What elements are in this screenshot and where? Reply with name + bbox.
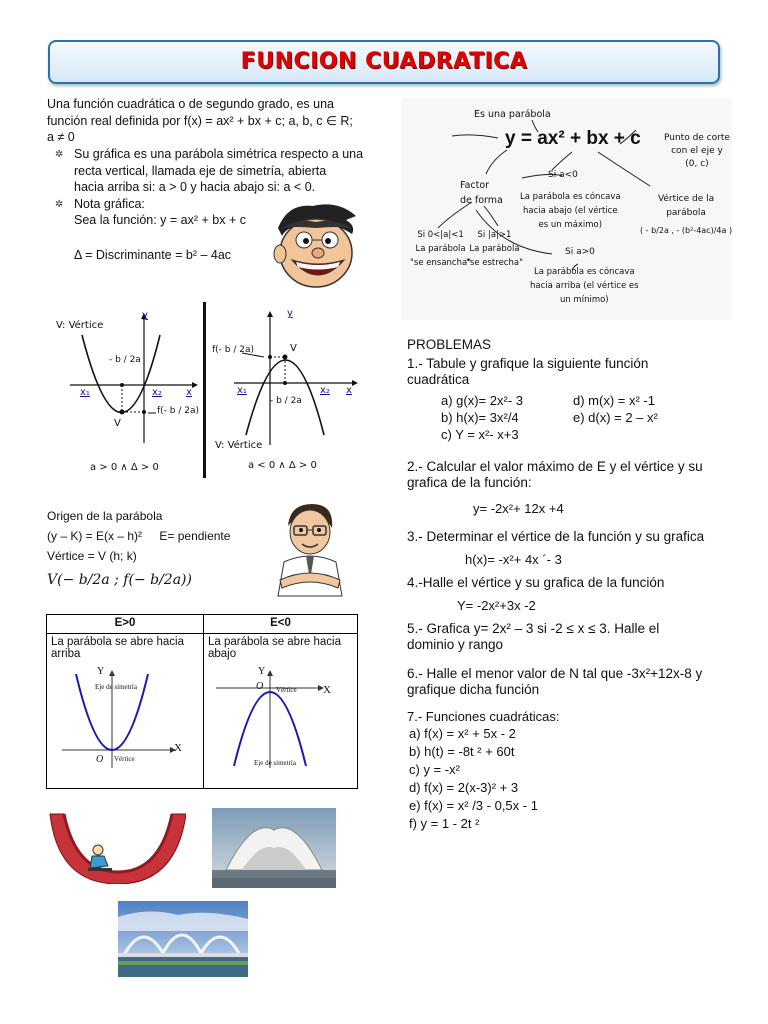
bullet-icon: ✲ <box>55 198 64 210</box>
problems-heading: PROBLEMAS <box>407 337 492 352</box>
bullet-line: Sea la función: y = ax² + bx + c <box>74 213 246 227</box>
mindmap-node-line: hacia abajo (el vértice <box>522 206 618 216</box>
option-item: b) h(x)= 3x²/4 <box>441 410 519 425</box>
table-header: E<0 <box>204 615 358 634</box>
mindmap-node-line: parábola <box>666 208 706 218</box>
mindmap-node <box>530 265 639 307</box>
function-item: d) f(x) = 2(x-3)² + 3 <box>409 780 519 795</box>
mindmap-node <box>466 228 523 270</box>
problem-2-equation: y= -2x²+ 12x +4 <box>473 501 564 516</box>
mindmap-node-line: Punto de corte <box>664 133 730 143</box>
problem-4-equation: Y= -2x²+3x -2 <box>457 598 536 613</box>
problem-7-list <box>407 725 742 833</box>
curved-building-photo <box>212 808 336 888</box>
root-x1-label: x₁ <box>237 385 247 396</box>
problem-2-cont: grafica de la función: <box>407 475 532 490</box>
problem-5-cont: dominio y rango <box>407 637 504 652</box>
problem-3-equation: h(x)= -x²+ 4x ´- 3 <box>465 552 562 567</box>
mindmap-node-line: de forma <box>460 195 503 206</box>
root-x2-label: x₂ <box>320 385 330 396</box>
mindmap-node-line: un mínimo) <box>559 295 609 305</box>
problems-section <box>407 337 742 833</box>
skate-ramp-image <box>48 812 186 884</box>
mindmap-node-line: Vértice de la <box>657 194 715 204</box>
diagram-y-label: Y <box>97 666 105 677</box>
option-item: a) g(x)= 2x²- 3 <box>441 393 523 408</box>
bullet-line: Su gráfica es una parábola simétrica respecto a una <box>74 147 364 161</box>
page-title: FUNCION CUADRATICA <box>240 49 528 74</box>
mindmap-node-line: La parábola <box>469 244 520 254</box>
mindmap-node <box>410 228 471 270</box>
mindmap-node <box>664 132 730 171</box>
teacher-cartoon-icon <box>270 500 350 598</box>
mindmap-node <box>520 190 621 232</box>
problem-5: 5.- Grafica y= 2x² – 3 si -2 ≤ x ≤ 3. Halle el <box>407 621 660 636</box>
diagram-origin-label: O <box>256 681 264 692</box>
intro-text <box>47 96 362 146</box>
diagram-x-label: X <box>323 684 331 696</box>
diagram-axis-label: Eje de simetría <box>95 683 137 691</box>
problem-7: 7.- Funciones cuadráticas: <box>407 709 560 724</box>
intro-line: función real definida por f(x) = ax² + bx + c; a, b, c ∈ R; <box>47 113 353 128</box>
slope-note: E= pendiente <box>159 529 231 543</box>
function-item: c) y = -x² <box>409 762 460 777</box>
vertex-v: V <box>114 418 121 429</box>
origin-vertex: Vértice = V (h; k) <box>47 549 137 563</box>
condition-label: a > 0 ∧ Δ > 0 <box>90 462 159 473</box>
bullet-item <box>55 146 365 196</box>
mindmap-node-line: Si |a|>1 <box>477 230 512 240</box>
mindmap-node-line: Si 0<|a|<1 <box>417 230 464 240</box>
intro-line: a ≠ 0 <box>47 130 75 144</box>
diagram-axis-label: Eje de simetría <box>254 759 296 767</box>
problem-1-options <box>407 392 742 443</box>
y-axis-label: y <box>142 310 148 321</box>
mindmap-node: Si a<0 <box>548 170 578 180</box>
mindmap-node-line: ( - b/2a , - (b²-4ac)/4a ) <box>640 226 733 235</box>
mindmap-node: Es una parábola <box>474 109 551 120</box>
bullet-line: Nota gráfica: <box>74 196 145 211</box>
bullet-line: recta vertical, llamada eje de simetría, abierta <box>74 163 327 178</box>
diagram-vertex-label: Vértice <box>276 686 297 694</box>
mindmap-node-line: La parábola es cóncava <box>520 192 621 202</box>
axis-formula: - b / 2a <box>109 355 141 365</box>
diagram-y-label: Y <box>258 666 266 677</box>
mindmap-node-line: La parábola <box>415 244 466 254</box>
x-axis-label: x <box>346 385 352 396</box>
problem-6: 6.- Halle el menor valor de N tal que -3x²+12x-8 y <box>407 666 703 681</box>
diagram-origin-label: O <box>96 754 104 765</box>
options-col-right <box>573 392 658 443</box>
origin-section <box>47 506 277 590</box>
options-col-left <box>407 392 573 443</box>
option-item: e) d(x) = 2 – x² <box>573 410 658 425</box>
problem-1: 1.- Tabule y grafique la siguiente función <box>407 356 649 371</box>
table-header: E>0 <box>47 615 204 634</box>
problem-1-cont: cuadrática <box>407 372 470 387</box>
function-item: a) f(x) = x² + 5x - 2 <box>409 726 516 741</box>
problem-4: 4.-Halle el vértice y su grafica de la función <box>407 575 665 590</box>
mindmap-node-line: con el eje y <box>671 146 723 156</box>
cartoon-face-icon <box>268 198 364 294</box>
mindmap-node-line: Factor <box>460 180 490 191</box>
origin-equation-row <box>47 526 277 546</box>
downward-parabola-graph <box>212 305 362 455</box>
vertex-image-label: f(- b / 2a) <box>157 406 200 416</box>
mindmap-node <box>640 192 732 238</box>
problem-6-cont: grafique dicha función <box>407 682 540 697</box>
mindmap-node <box>460 178 503 208</box>
bullet-icon: ✲ <box>55 149 64 160</box>
condition-label: a < 0 ∧ Δ > 0 <box>248 460 317 471</box>
root-x2-label: x₂ <box>152 387 162 398</box>
option-item: d) m(x) = x² -1 <box>573 393 655 408</box>
cell-text: abajo <box>208 648 237 660</box>
vertex-formula: V(− b/2a ; f(− b/2a)) <box>47 572 192 588</box>
vertex-label: V: Vértice <box>215 440 263 451</box>
mindmap-node-line: (0, c) <box>685 159 709 169</box>
mindmap-node-line: es un máximo) <box>538 220 603 230</box>
problem-2: 2.- Calcular el valor máximo de E y el vértice y su <box>407 459 703 474</box>
cell-text: arriba <box>51 648 81 660</box>
origin-heading: Origen de la parábola <box>47 509 163 523</box>
intro-line: Una función cuadrática o de segundo grado, es una <box>47 97 335 111</box>
diagram-x-label: X <box>174 742 182 754</box>
title-banner <box>48 40 720 84</box>
vertex-v: V <box>290 343 297 354</box>
discriminant: Δ = Discriminante = b² – 4ac <box>74 248 232 262</box>
function-item: e) f(x) = x² /3 - 0,5x - 1 <box>409 798 538 813</box>
mindmap-node-line: La parábola es cóncava <box>534 267 635 277</box>
problem-3: 3.- Determinar el vértice de la función y su grafica <box>407 529 705 544</box>
graph-divider <box>203 302 206 478</box>
cell-text: La parábola se abre hacia <box>208 636 341 648</box>
diagram-vertex-label: Vértice <box>114 755 135 763</box>
bullet-line: hacia arriba si: a > 0 y hacia abajo si: a < 0. <box>74 180 316 194</box>
cell-text: La parábola se abre hacia <box>51 636 184 648</box>
option-item: c) Y = x²- x+3 <box>441 427 519 442</box>
y-axis-label: y <box>287 308 293 319</box>
root-x1-label: x₁ <box>80 387 90 398</box>
mindmap-node-line: "se ensancha" <box>410 258 472 268</box>
mindmap-node-line: hacia arriba (el vértice es <box>530 281 639 291</box>
function-item: f) y = 1 - 2t ² <box>409 816 480 831</box>
vertex-label: V: Vértice <box>56 320 104 331</box>
axis-formula: - b / 2a <box>270 396 302 406</box>
x-axis-label: x <box>186 387 192 398</box>
mindmap-equation: y = ax² + bx + c <box>505 128 641 149</box>
mindmap-node: Si a>0 <box>565 247 595 257</box>
origin-equation: (y – K) = E(x – h)² <box>47 529 143 543</box>
mindmap-node-line: "se estrecha" <box>466 258 523 268</box>
function-item: b) h(t) = -8t ² + 60t <box>409 744 515 759</box>
vertex-image-label: f(- b / 2a) <box>212 345 255 355</box>
arch-bridge-photo <box>118 901 248 977</box>
